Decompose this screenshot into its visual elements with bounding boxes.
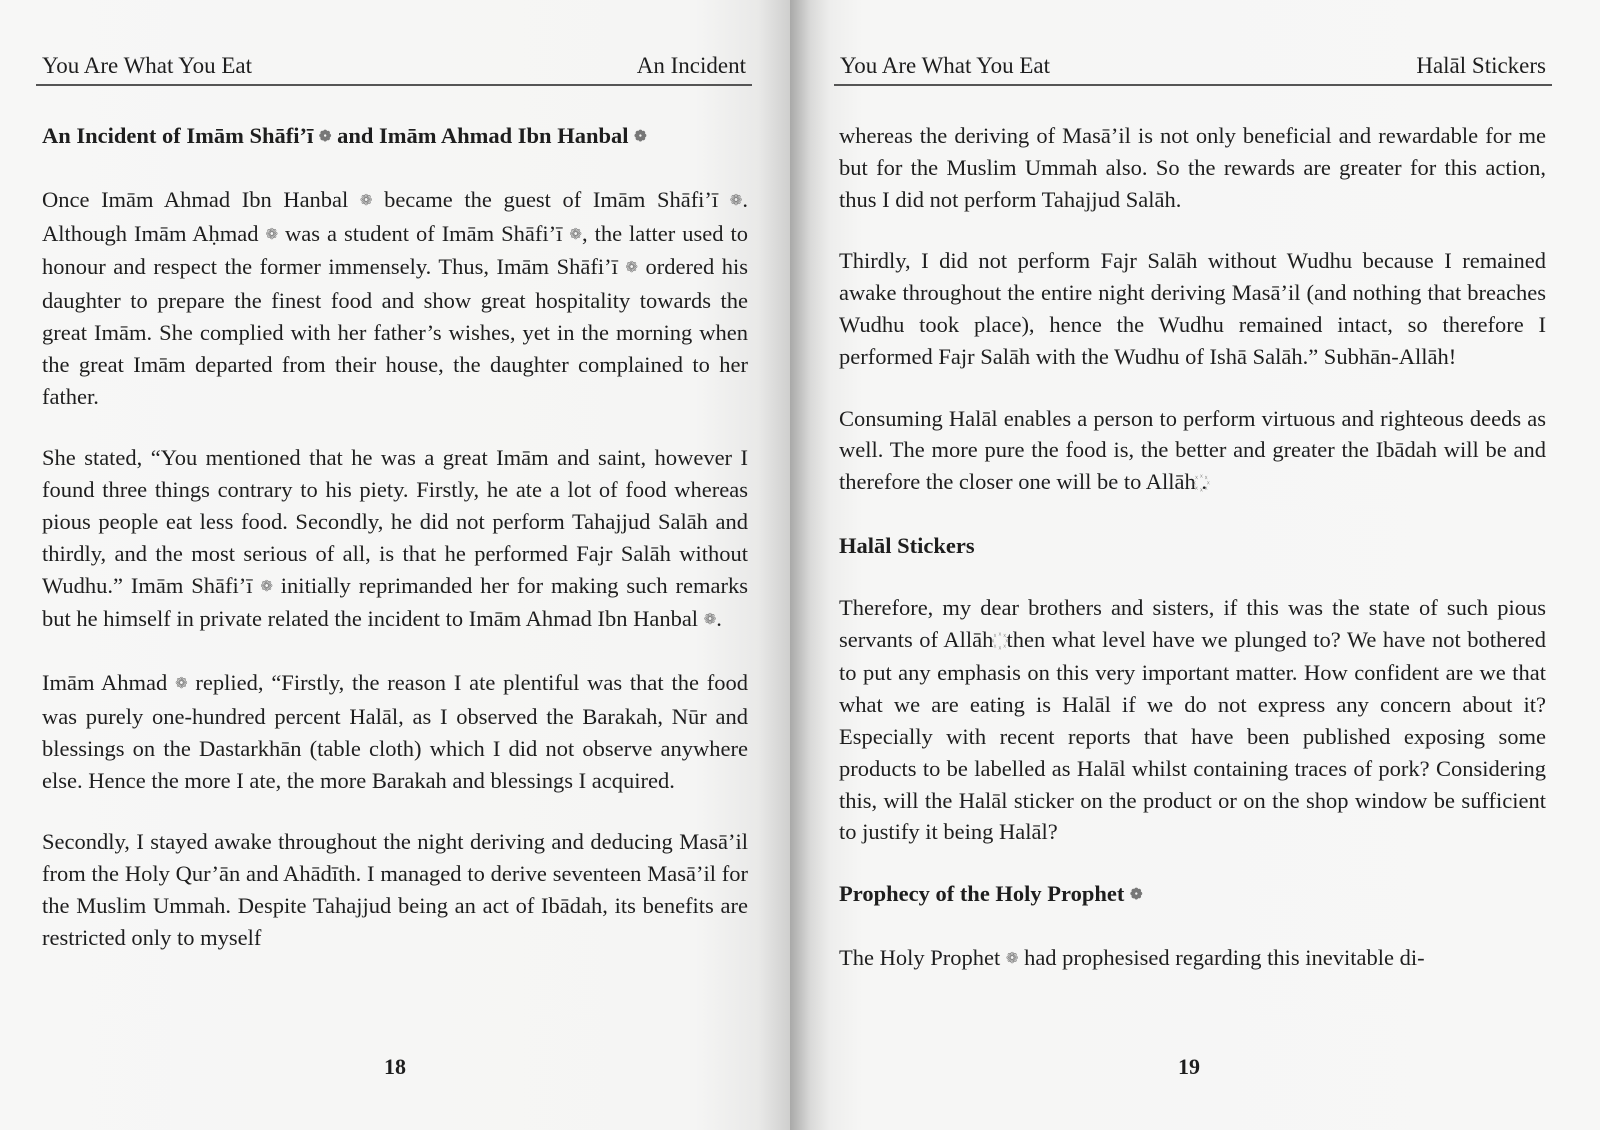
honorific-icon: ❁ [265,226,279,243]
page-number-left: 18 [384,1054,406,1079]
honorific-icon: ❁ [1130,887,1143,904]
honorific-icon: ❁ [175,676,188,693]
right-header-book-title: You Are What You Eat [840,53,1051,78]
left-header-book-title: You Are What You Eat [42,53,253,78]
paragraph: Imām Ahmad ❁ replied, “Firstly, the reason I ate plentiful was that the food was purely one-hundred percent Halāl, as I observed the Barakah, Nūr and blessings on the Dastarkhān (table cloth) which I did not observe anywhere else. Hence the more I ate, the more Barakah and blessings I acquired. [42,670,748,793]
section-heading-prophecy: Prophecy of the Holy Prophet ❁ [839,878,1546,912]
honorific-icon: ❁ [318,129,332,145]
honorific-icon: ❁ [1005,950,1019,967]
honorific-icon: ❁ [569,226,582,243]
right-page [790,0,1600,1130]
paragraph: Consuming Halāl enables a person to perform virtuous and righteous deeds as well. The more pure the food is, the better and greater the Ibādah will be and therefore the closer one will be to Allāh . [839,405,1546,495]
honorific-icon: ❁ [729,192,743,209]
paragraph: She stated, “You mentioned that he was a great Imām and saint, however I found three things contrary to his piety. Firstly, he ate a lot of food whereas pious people eat less food. Secondly, he did not perform Tahajjud Salāh and thirdly, and the most serious of all, is that he performed Fajr Salāh without Wudhu.” Imām Shāfi’ī ❁ initially reprimanded her for making such remarks but he himself in private related the incident to Imām Ahmad Ibn Hanbal ❁. [42,442,748,637]
honorific-icon: ❁ [359,192,373,209]
paragraph: Therefore, my dear brothers and sisters, if this was the state of such pious servants of Allāh then what level have we plunged to? We have not bothered to put any emphasis on this very important matter. How confident are we that what we are eating is Halāl if we do not express any concern about it? Especially with recent reports that have been published exposing some products to be labelled as Halāl whilst containing traces of pork? Considering this, will the Halāl sticker on the product or on the shop window be sufficient to justify it being Halāl? [839,594,1546,845]
honorific-icon: ❁ [634,129,647,145]
right-running-header [834,50,1552,86]
right-page-body [839,120,1546,976]
paragraph: Once Imām Ahmad Ibn Hanbal ❁ became the guest of Imām Shāfi’ī ❁. Although Imām Aḥmad ❁ was a student of Imām Shāfi’ī ❁, the latter used to honour and respect the former immensely. Thus, Imām Shāfi’ī ❁ ordered his daughter to prepare the finest food and show great hospitality towards the great Imām. She complied with her father’s wishes, yet in the morning when the great Imām departed from their house, the daughter complained to her father. [42,186,749,409]
left-page [0,0,790,1130]
honorific-icon: ❁ [260,578,273,595]
section-heading-incident: An Incident of Imām Shāfi’ī ❁ and Imām Ahmad Ibn Hanbal ❁ [42,120,748,154]
paragraph: The Holy Prophet ❁ had prophesised regarding this inevitable di- [839,942,1546,976]
left-running-header [36,50,752,86]
honorific-icon: ❁ [703,612,717,629]
paragraph: whereas the deriving of Masā’il is not only beneficial and rewardable for me but for the Muslim Ummah also. So the rewards are greater for this action, thus I did not perform Tahajjud Salāh. [839,123,1546,212]
left-page-body [42,120,748,954]
paragraph: Secondly, I stayed awake throughout the night deriving and deducing Masā’il from the Holy Qur’ān and Ahādīth. I managed to derive seventeen Masā’il for the Muslim Ummah. Despite Tahajjud being an act of Ibādah, its benefits are restricted only to myself [42,829,748,950]
page-number-right: 19 [1178,1054,1200,1079]
honorific-icon: ❁ [625,260,638,277]
paragraph: Thirdly, I did not perform Fajr Salāh without Wudhu because I remained awake throughout the entire night deriving Masā’il (and nothing that breaches Wudhu took place), hence the Wudhu remained intact, so therefore I performed Fajr Salāh with the Wudhu of Ishā Salāh.” Subhān-Allāh! [839,248,1546,369]
right-header-section-title: Halāl Stickers [1416,53,1546,78]
section-heading-halal-stickers: Halāl Stickers [839,532,975,558]
left-header-section-title: An Incident [636,53,746,78]
